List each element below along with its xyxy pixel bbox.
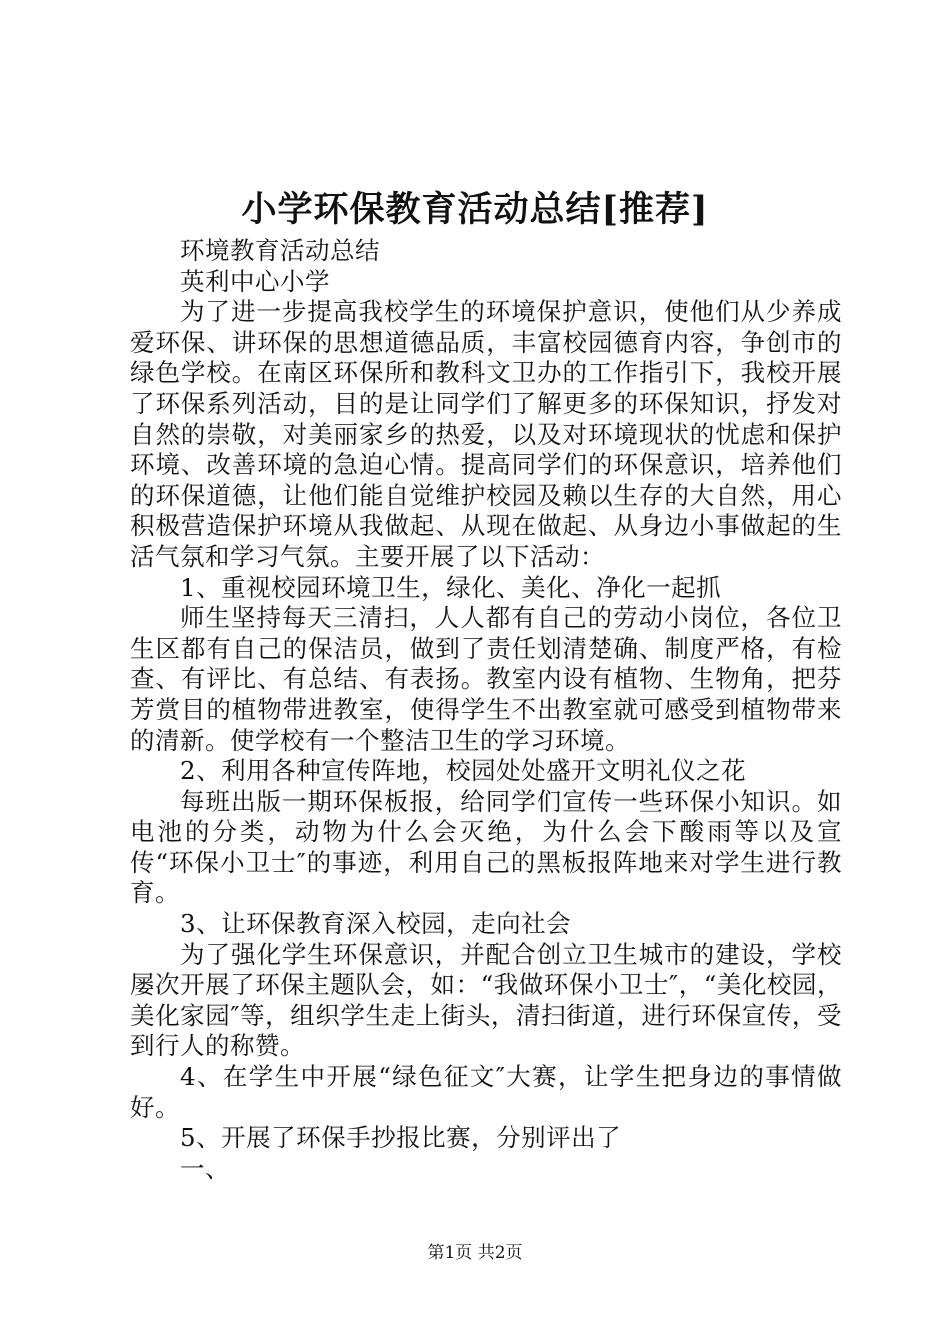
- heading-activity-4: 4、在学生中开展“绿色征文″大赛，让学生把身边的事情做好。: [130, 1062, 842, 1122]
- paragraph-subtitle: 环境教育活动总结: [180, 236, 380, 265]
- paragraph-activity-1: 师生坚持每天三清扫，人人都有自己的劳动小岗位，各位卫生区都有自己的保洁员，做到了责任划清楚确、制度严格，有检查、有评比、有总结、有表扬。教室内设有植物、生物角，把芬芳赏目的植物带进教室，使得学生不出教室就可感受到植物带来的清新。使学校有一个整洁卫生的学习环境。: [130, 603, 842, 755]
- heading-activity-2: 2、利用各种宣传阵地，校园处处盛开文明礼仪之花: [180, 756, 747, 786]
- paragraph-school: 英利中心小学: [180, 266, 330, 296]
- heading-activity-5: 5、开展了环保手抄报比赛，分别评出了: [180, 1123, 622, 1153]
- paragraph-activity-3: 为了强化学生环保意识，并配合创立卫生城市的建设，学校屡次开展了环保主题队会，如：“我做环保小卫士″，“美化校园，美化家园″等，组织学生走上街头，清扫街道，进行环保宣传，受到行人的称赞。: [130, 939, 842, 1061]
- page-footer: 第1页 共2页: [427, 1243, 523, 1263]
- document-body: [130, 236, 842, 1184]
- paragraph-intro: 为了进一步提高我校学生的环境保护意识，使他们从少养成爱环保、讲环保的思想道德品质，丰富校园德育内容，争创市的绿色学校。在南区环保所和教科文卫办的工作指引下，我校开展了环保系列活动，目的是让同学们了解更多的环保知识，抒发对自然的崇敬，对美丽家乡的热爱，以及对环境现状的忧虑和保护环境、改善环境的急迫心情。提高同学们的环保意识，培养他们的环保道德，让他们能自觉维护校园及赖以生存的大自然，用心积极营造保护环境从我做起、从现在做起、从身边小事做起的生活气氛和学习气氛。主要开展了以下活动：: [130, 297, 842, 571]
- page-title: 小学环保教育活动总结[推荐]: [241, 189, 709, 230]
- heading-activity-3: 3、让环保教育深入校园，走向社会: [180, 909, 572, 939]
- heading-activity-1: 1、重视校园环境卫生，绿化、美化、净化一起抓: [180, 572, 722, 602]
- paragraph-activity-2: 每班出版一期环保板报，给同学们宣传一些环保小知识。如电池的分类，动物为什么会灭绝，为什么会下酸雨等以及宣传“环保小卫士″的事迹，利用自己的黑板报阵地来对学生进行教育。: [130, 786, 842, 908]
- paragraph-list-start: 一、: [180, 1153, 230, 1183]
